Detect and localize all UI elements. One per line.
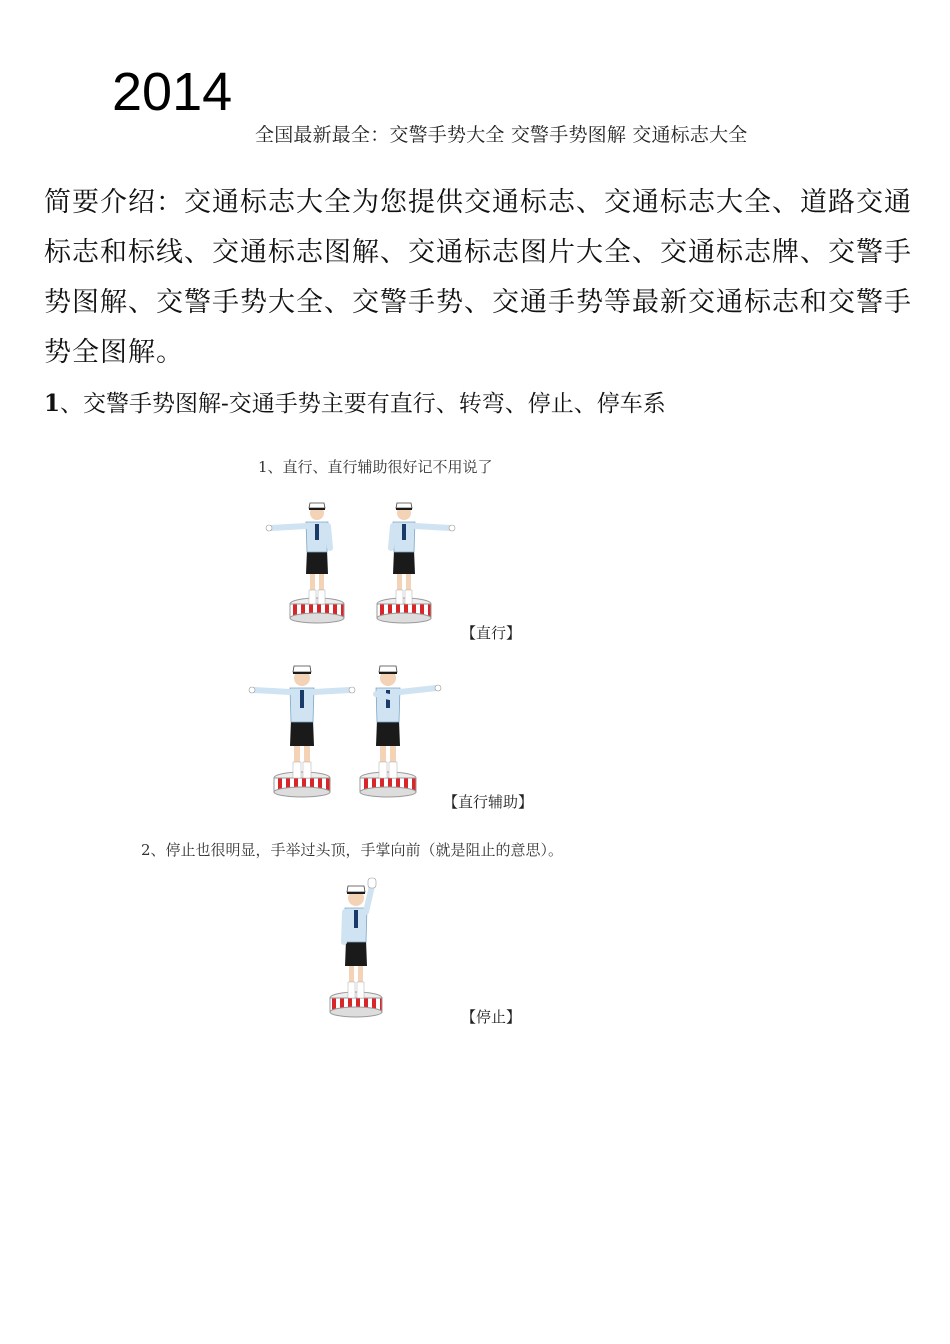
document-subtitle: 全国最新最全：交警手势大全 交警手势图解 交通标志大全 [255,124,748,146]
year-title: 2014 [112,62,233,122]
figure-caption-stop: 2、停止也很明显，手举过头顶，手掌向前（就是阻止的意思）。 [141,841,564,859]
straight-assist-gesture-illustration [244,664,444,804]
section-title: 、交警手势图解-交通手势主要有直行、转弯、停止、停车系 [60,391,666,417]
figure-caption-straight: 1、直行、直行辅助很好记不用说了 [258,458,493,476]
label-stop: 【停止】 [461,1008,522,1026]
intro-paragraph: 简要介绍：交通标志大全为您提供交通标志、交通标志大全、道路交通标志和标线、交通标志图解、交通标志图片大全、交通标志牌、交警手势图解、交警手势大全、交警手势、交通手势等最新交通标志和交警手势全图解。 [44,187,912,368]
section-number: 1 [44,390,61,417]
stop-gesture-illustration [322,876,402,1022]
straight-gesture-illustration [262,500,462,632]
section-heading-1 [44,386,666,422]
label-straight: 【直行】 [461,624,522,642]
label-straight-assist: 【直行辅助】 [443,793,534,811]
